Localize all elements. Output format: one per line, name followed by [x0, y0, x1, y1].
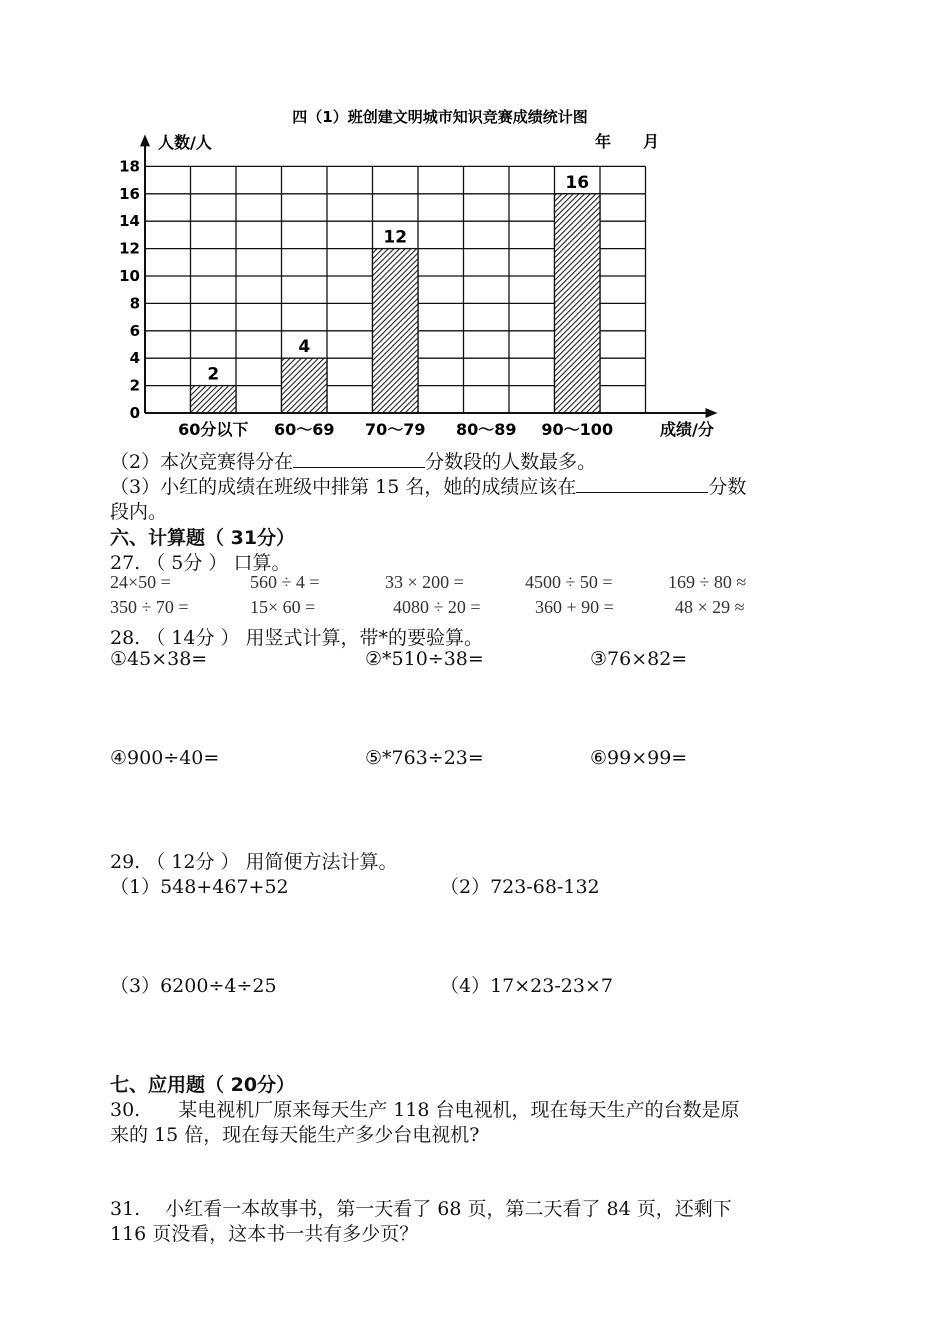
- x-axis-arrow: [706, 408, 718, 418]
- q27-item: 169 ÷ 80 ≈: [668, 572, 747, 592]
- bar-value-label: 4: [298, 337, 311, 358]
- chart-date-label: 年 月: [595, 132, 660, 151]
- q28-item: ④900÷40=: [110, 747, 220, 769]
- y-tick-label: 10: [119, 267, 140, 285]
- q31-line-1: 31. 小红看一本故事书，第一天看了 68 页，第二天看了 84 页，还剩下: [110, 1198, 732, 1220]
- question-3: [110, 472, 746, 499]
- y-tick-label: 2: [129, 376, 140, 395]
- y-tick-label: 4: [129, 349, 140, 368]
- chart-bars: [191, 173, 601, 413]
- q27-item: 350 ÷ 70 =: [110, 597, 189, 617]
- x-category-labels: [178, 420, 613, 439]
- section-7-title: 七、应用题（ 20分）: [110, 1074, 296, 1096]
- question-2: [110, 447, 596, 474]
- score-bar-chart: [100, 95, 740, 445]
- q27-item: 4500 ÷ 50 =: [525, 572, 613, 592]
- bar-value-label: 12: [383, 227, 408, 248]
- x-axis-label: 成绩/分: [660, 420, 714, 439]
- q29-title: 29. （ 12分 ） 用简便方法计算。: [110, 851, 398, 873]
- y-tick-label: 12: [119, 239, 140, 258]
- chart-title: 四（1）班创建文明城市知识竞赛成绩统计图: [292, 108, 588, 126]
- q29-item: （3）6200÷4÷25: [110, 975, 277, 997]
- q28-item: ③76×82=: [590, 648, 688, 670]
- bar-value-label: 16: [565, 172, 590, 193]
- y-tick-label: 6: [129, 321, 140, 340]
- x-category-label: 60分以下: [178, 420, 249, 439]
- y-axis-arrow: [140, 134, 150, 146]
- y-tick-label: 14: [119, 212, 140, 231]
- q29-item: （1）548+467+52: [110, 876, 289, 898]
- q27-item: 360 + 90 =: [535, 597, 614, 617]
- bar: [191, 386, 237, 413]
- q28-item: ⑥99×99=: [590, 747, 688, 769]
- q28-item: ⑤*763÷23=: [365, 747, 484, 769]
- q3-answer-blank[interactable]: [576, 474, 708, 493]
- q31-line-2: 116 页没看，这本书一共有多少页？: [110, 1223, 419, 1245]
- q27-title: 27. （ 5分 ） 口算。: [110, 552, 291, 574]
- q2-answer-blank[interactable]: [293, 449, 425, 468]
- x-category-label: 80～89: [455, 420, 517, 439]
- y-tick-labels: [119, 157, 140, 422]
- bar-value-label: 2: [207, 364, 220, 385]
- q27-item: 560 ÷ 4 =: [250, 572, 320, 592]
- y-axis-label: 人数/人: [158, 133, 212, 152]
- q27-item: 4080 ÷ 20 =: [393, 597, 481, 617]
- q29-item: （4）17×23-23×7: [440, 975, 613, 997]
- y-tick-label: 0: [129, 404, 140, 422]
- q27-item: 33 × 200 =: [385, 572, 464, 592]
- q30-line-2: 来的 15 倍，现在每天能生产多少台电视机?: [110, 1124, 480, 1146]
- y-tick-label: 8: [129, 294, 140, 313]
- bar: [373, 249, 419, 413]
- q30-line-1: 30. 某电视机厂原来每天生产 118 台电视机，现在每天生产的台数是原: [110, 1099, 740, 1121]
- q27-item: 15× 60 =: [250, 597, 316, 617]
- q27-item: 24×50 =: [110, 572, 171, 592]
- section-6-title: 六、计算题（ 31分）: [110, 527, 296, 549]
- q27-item: 48 × 29 ≈: [675, 597, 745, 617]
- q28-title: 28. （ 14分 ） 用竖式计算，带*的要验算。: [110, 627, 484, 649]
- q3-text-c: 段内。: [110, 501, 168, 523]
- y-tick-label: 16: [119, 184, 140, 203]
- q28-item: ①45×38=: [110, 648, 208, 670]
- x-category-label: 90～100: [541, 420, 614, 439]
- y-tick-label: 18: [119, 157, 140, 176]
- q28-item: ②*510÷38=: [365, 648, 484, 670]
- q2-text-b: 分数段的人数最多。: [425, 451, 597, 473]
- q29-item: （2）723-68-132: [440, 876, 600, 898]
- x-category-label: 70～79: [364, 420, 426, 439]
- bar: [282, 358, 328, 413]
- x-category-label: 60～69: [273, 420, 335, 439]
- q3-text-a: （3）小红的成绩在班级中排第 15 名，她的成绩应该在: [110, 476, 577, 498]
- q2-text-a: （2）本次竞赛得分在: [110, 451, 294, 473]
- bar: [555, 194, 601, 413]
- q3-text-b: 分数: [708, 476, 747, 498]
